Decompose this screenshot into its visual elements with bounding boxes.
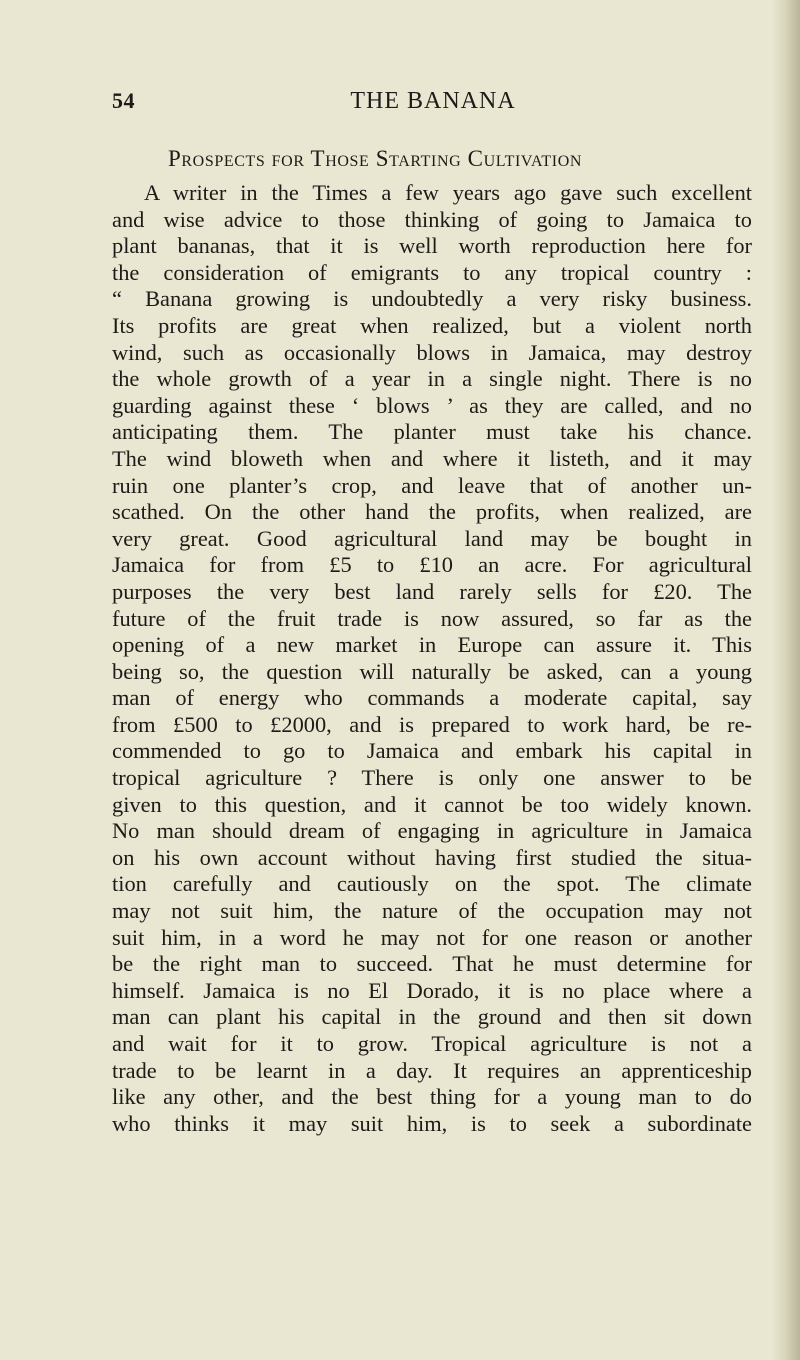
text-line: scathed. On the other hand the profits, when realized, are	[112, 499, 752, 525]
text-line: like any other, and the best thing for a young man to do	[112, 1084, 752, 1110]
text-line: and wait for it to grow. Tropical agriculture is not a	[112, 1031, 752, 1056]
text-line: man can plant his capital in the ground and then sit down	[112, 1004, 752, 1030]
section-title: Prospects for Those Starting Cultivation	[168, 146, 583, 171]
text-line: Its profits are great when realized, but a violent north	[112, 312, 752, 338]
text-line: commended to go to Jamaica and embark his capital in	[112, 738, 752, 764]
text-line: ruin one planter’s crop, and leave that of another un-	[112, 472, 752, 498]
text-line: suit him, in a word he may not for one reason or another	[112, 924, 752, 950]
text-line: tion carefully and cautiously on the spot. The climate	[112, 871, 752, 897]
text-line: himself. Jamaica is no El Dorado, it is no place where a	[112, 977, 752, 1003]
text-line: who thinks it may suit him, is to seek a subordinate	[112, 1110, 752, 1136]
page-edge-shadow	[772, 0, 800, 1360]
text-line: very great. Good agricultural land may be bought in	[112, 525, 752, 551]
text-line: A writer in the Times a few years ago gave such excellent	[144, 180, 752, 205]
text-line: purposes the very best land rarely sells for £20. The	[112, 578, 752, 604]
text-line: plant bananas, that it is well worth reproduction here for	[112, 233, 752, 259]
text-line: being so, the question will naturally be asked, can a young	[112, 658, 752, 684]
text-line: on his own account without having first studied the situa-	[112, 844, 752, 870]
text-line: Jamaica for from £5 to £10 an acre. For agricultural	[112, 552, 752, 578]
text-line: future of the fruit trade is now assured, so far as the	[112, 605, 752, 631]
text-line: tropical agriculture ? There is only one answer to be	[112, 765, 752, 791]
body-paragraph	[112, 180, 752, 1137]
page-header	[112, 88, 754, 122]
text-line: guarding against these ‘ blows ’ as they are called, and no	[112, 392, 752, 418]
text-line: “ Banana growing is undoubtedly a very risky business.	[112, 286, 752, 312]
running-head: THE BANANA	[350, 88, 516, 114]
text-line: anticipating them. The planter must take his chance.	[112, 419, 752, 445]
text-line: may not suit him, the nature of the occupation may not	[112, 898, 752, 924]
text-line: opening of a new market in Europe can assure it. This	[112, 632, 752, 658]
text-line: the whole growth of a year in a single night. There is no	[112, 366, 752, 392]
page-number: 54	[112, 88, 135, 113]
text-line: given to this question, and it cannot be too widely known.	[112, 791, 752, 817]
text-line: from £500 to £2000, and is prepared to work hard, be re-	[112, 711, 752, 737]
text-line: No man should dream of engaging in agriculture in Jamaica	[112, 818, 752, 844]
text-line: wind, such as occasionally blows in Jamaica, may destroy	[112, 339, 752, 365]
text-line: be the right man to succeed. That he must determine for	[112, 951, 752, 977]
text-line: the consideration of emigrants to any tropical country :	[112, 259, 752, 285]
text-line: trade to be learnt in a day. It requires an apprenticeship	[112, 1057, 752, 1083]
text-line: The wind bloweth when and where it listeth, and it may	[112, 445, 752, 471]
text-line: and wise advice to those thinking of going to Jamaica to	[112, 206, 752, 232]
text-line: man of energy who commands a moderate capital, say	[112, 685, 752, 711]
